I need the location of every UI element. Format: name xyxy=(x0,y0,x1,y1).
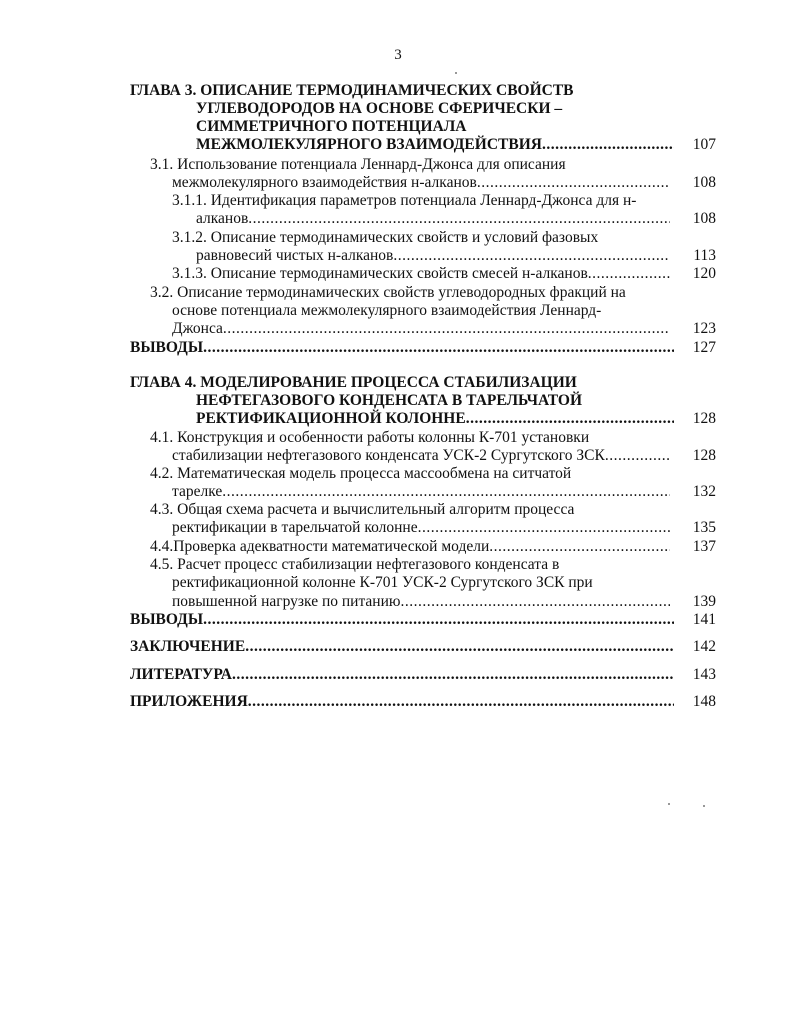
section-3-1-3-page: 120 xyxy=(692,265,716,282)
section-3-1-2-line-1: 3.1.2. Описание термодинамических свойств и условий фазовых xyxy=(172,229,599,246)
section-4-4-page: 137 xyxy=(692,538,716,555)
toc-literature-page: 143 xyxy=(692,666,716,683)
section-4-3-line-1: 4.3. Общая схема расчета и вычислительный алгоритм процесса xyxy=(150,501,575,518)
chapter-4-title-line-1: ГЛАВА 4. МОДЕЛИРОВАНИЕ ПРОЦЕССА СТАБИЛИЗАЦИИ xyxy=(130,374,577,391)
toc-conclusion-page: 142 xyxy=(692,638,716,655)
dot-leader xyxy=(248,693,674,711)
page-number: 3 xyxy=(394,47,402,63)
scan-speck xyxy=(668,803,670,805)
scan-speck xyxy=(455,72,457,74)
chapter-3-conclusions[interactable]: ВЫВОДЫ ..... xyxy=(130,339,674,357)
dot-leader xyxy=(418,519,670,537)
section-4-1-page: 128 xyxy=(692,447,716,464)
section-3-1-2-line-2[interactable]: равновесий чистых н-алканов ..... xyxy=(196,247,670,265)
scan-speck xyxy=(703,805,705,807)
section-3-2-page: 123 xyxy=(692,320,716,337)
section-3-1-line-2[interactable]: межмолекулярного взаимодействия н-алканов ..... xyxy=(172,174,670,192)
section-4-5-page: 139 xyxy=(692,593,716,610)
dot-leader xyxy=(203,339,674,357)
dot-leader xyxy=(489,538,670,556)
section-3-2-line-1: 3.2. Описание термодинамических свойств углеводородных фракций на xyxy=(150,284,626,301)
section-3-1-1-line-2[interactable]: алканов ..... xyxy=(196,210,670,228)
toc-literature[interactable]: ЛИТЕРАТУРА ..... xyxy=(130,666,674,684)
section-3-1-2-page: 113 xyxy=(693,247,716,264)
section-3-2-line-2: основе потенциала межмолекулярного взаимодействия Леннард- xyxy=(172,302,602,319)
section-4-2-line-1: 4.2. Математическая модель процесса массообмена на ситчатой xyxy=(150,465,572,482)
dot-leader xyxy=(542,136,674,154)
dot-leader xyxy=(477,174,670,192)
dot-leader xyxy=(466,410,674,428)
dot-leader xyxy=(203,611,674,629)
section-4-1-line-1: 4.1. Конструкция и особенности работы колонны К-701 установки xyxy=(150,429,590,446)
chapter-3-title-line-1: ГЛАВА 3. ОПИСАНИЕ ТЕРМОДИНАМИЧЕСКИХ СВОЙСТВ xyxy=(130,82,574,99)
dot-leader xyxy=(222,483,670,501)
chapter-4-conclusions[interactable]: ВЫВОДЫ ..... xyxy=(130,611,674,629)
chapter-4-page: 128 xyxy=(692,410,716,427)
chapter-3-page: 107 xyxy=(692,136,716,153)
chapter-3-title-line-2: УГЛЕВОДОРОДОВ НА ОСНОВЕ СФЕРИЧЕСКИ – xyxy=(196,100,563,117)
section-4-3-page: 135 xyxy=(692,519,716,536)
section-4-5-line-3[interactable]: повышенной нагрузке по питанию ..... xyxy=(172,593,670,611)
section-3-1-page: 108 xyxy=(692,174,716,191)
chapter-3-title-line-3: СИММЕТРИЧНОГО ПОТЕНЦИАЛА xyxy=(196,118,467,135)
chapter-3-title-line-4[interactable]: МЕЖМОЛЕКУЛЯРНОГО ВЗАИМОДЕЙСТВИЯ ..... xyxy=(196,136,674,154)
section-4-5-line-1: 4.5. Расчет процесс стабилизации нефтегазового конденсата в xyxy=(150,556,560,573)
section-4-2-line-2[interactable]: тарелке ..... xyxy=(172,483,670,501)
toc-conclusion[interactable]: ЗАКЛЮЧЕНИЕ ..... xyxy=(130,638,674,656)
chapter-4-title-line-3[interactable]: РЕКТИФИКАЦИОННОЙ КОЛОННЕ ..... xyxy=(196,410,674,428)
chapter-4-title-line-2: НЕФТЕГАЗОВОГО КОНДЕНСАТА В ТАРЕЛЬЧАТОЙ xyxy=(196,392,583,409)
toc-appendices[interactable]: ПРИЛОЖЕНИЯ ..... xyxy=(130,693,674,711)
section-4-2-page: 132 xyxy=(692,483,716,500)
dot-leader xyxy=(400,593,670,611)
dot-leader xyxy=(248,210,670,228)
toc-appendices-page: 148 xyxy=(692,693,716,710)
dot-leader xyxy=(245,638,674,656)
section-4-4-line-1[interactable]: 4.4.Проверка адекватности математической модели ..... xyxy=(150,538,670,556)
section-3-1-1-line-1: 3.1.1. Идентификация параметров потенциала Леннард-Джонса для н- xyxy=(172,192,637,209)
section-4-3-line-2[interactable]: ректификации в тарельчатой колонне ..... xyxy=(172,519,670,537)
section-3-2-line-3[interactable]: Джонса ..... xyxy=(172,320,670,338)
dot-leader xyxy=(223,320,670,338)
section-4-1-line-2[interactable]: стабилизации нефтегазового конденсата УСК-2 Сургутского ЗСК ..... xyxy=(172,447,670,465)
chapter-4-conclusions-page: 141 xyxy=(692,611,716,628)
section-3-1-3-line-1[interactable]: 3.1.3. Описание термодинамических свойств смесей н-алканов ..... xyxy=(172,265,670,283)
dot-leader xyxy=(232,666,674,684)
section-3-1-line-1: 3.1. Использование потенциала Леннард-Джонса для описания xyxy=(150,156,566,173)
section-3-1-1-page: 108 xyxy=(692,210,716,227)
dot-leader xyxy=(393,247,670,265)
chapter-3-conclusions-page: 127 xyxy=(692,339,716,356)
section-4-5-line-2: ректификационной колонне К-701 УСК-2 Сургутского ЗСК при xyxy=(172,574,593,591)
